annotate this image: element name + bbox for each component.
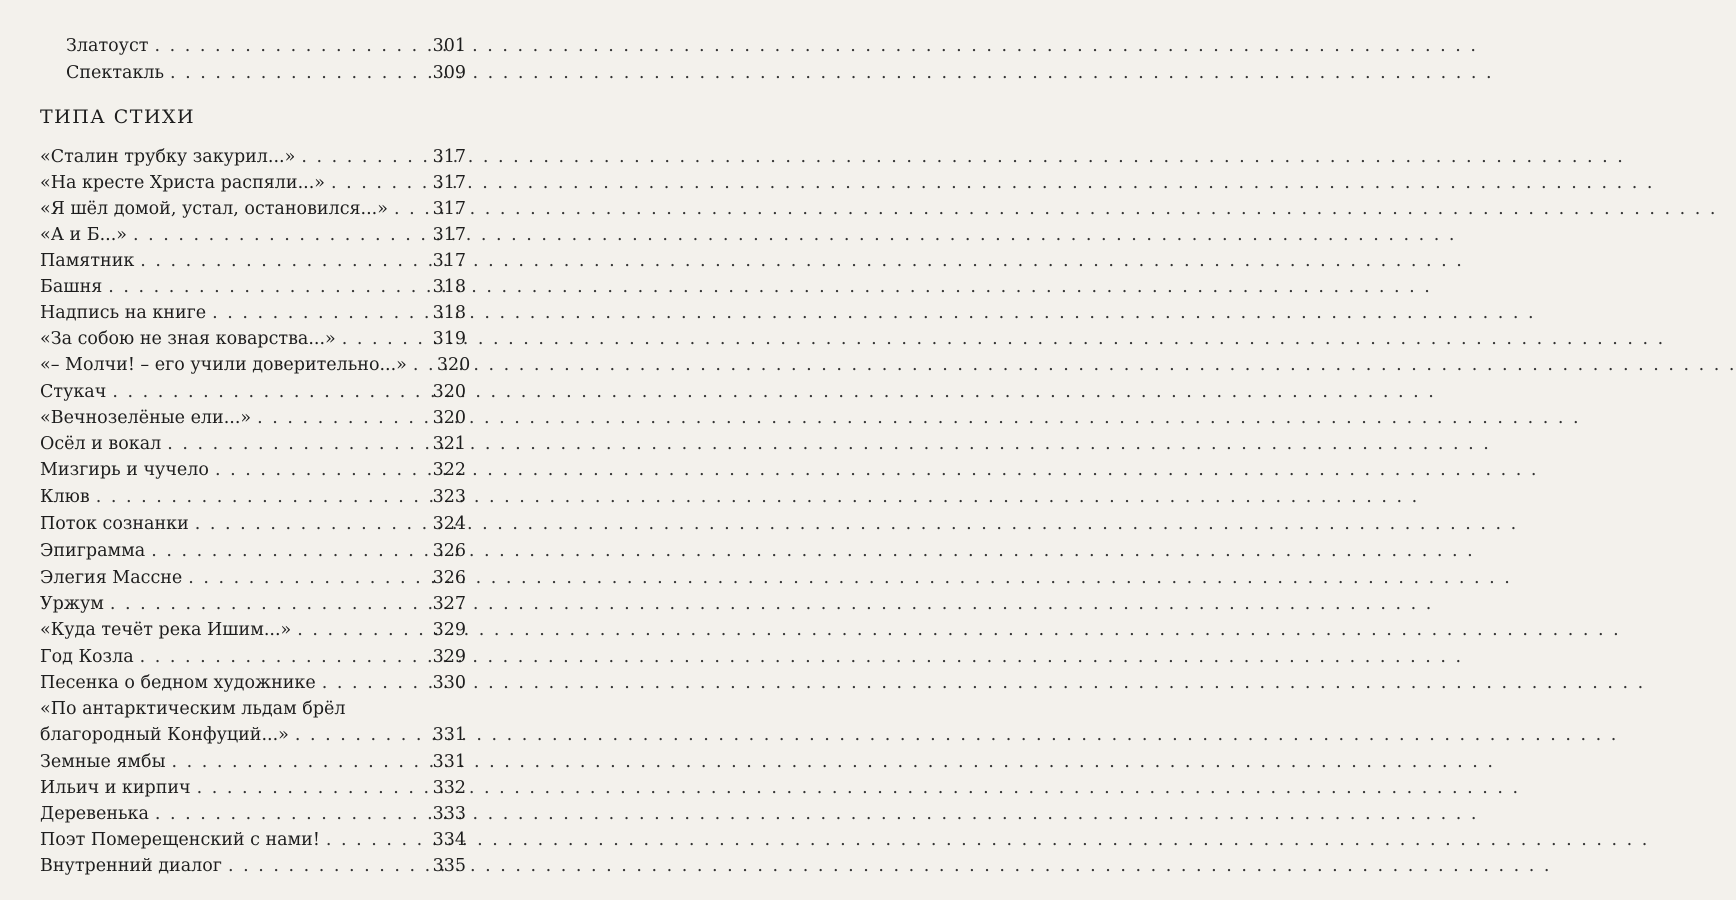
toc-entry [40, 802, 466, 826]
toc-entry-title: Памятник [40, 251, 135, 271]
dot-leader [195, 512, 427, 536]
toc-entry [40, 512, 466, 536]
toc-entry-page: 319 [432, 329, 466, 349]
toc-entry-title: «Я шёл домой, устал, остановился...» [40, 199, 388, 219]
toc-entry [40, 566, 466, 590]
toc-entry [40, 275, 466, 299]
toc-entry-page: 318 [432, 303, 466, 323]
toc-page [0, 0, 504, 900]
dot-leader [170, 61, 427, 85]
toc-entry-page: 321 [432, 434, 466, 454]
dot-leader [151, 539, 426, 563]
dot-leader [322, 671, 427, 695]
toc-entry-page: 309 [432, 63, 466, 83]
toc-entry-title: Надпись на книге [40, 303, 207, 323]
toc-entry-page: 318 [432, 277, 466, 297]
dot-leader [295, 723, 427, 747]
toc-entry [40, 723, 466, 747]
toc-entry-page: 323 [432, 487, 466, 507]
toc-entry [40, 171, 466, 195]
toc-entry-title: «А и Б...» [40, 225, 128, 245]
toc-entry [40, 750, 466, 774]
toc-entry [40, 406, 466, 430]
section-title: ТИПА СТИХИ [40, 106, 196, 128]
toc-entry [40, 618, 466, 642]
toc-entry-title: Песенка о бедном художнике [40, 673, 316, 693]
toc-entry [40, 828, 466, 852]
toc-entry-title: Ильич и кирпич [40, 778, 191, 798]
dot-leader [342, 327, 427, 351]
dot-leader [331, 171, 427, 195]
toc-entry-page: 301 [432, 36, 466, 56]
toc-entry-title: Внутренний диалог [40, 856, 222, 876]
dot-leader [212, 301, 426, 325]
toc-entry-page: 329 [432, 620, 466, 640]
toc-entry-page: 326 [432, 568, 466, 588]
dot-leader [215, 458, 427, 482]
toc-entry [40, 432, 466, 456]
toc-entry-title-line1: «По антарктическим льдам брёл [40, 699, 346, 719]
toc-entry-page: 334 [432, 830, 466, 850]
dot-leader [110, 592, 427, 616]
dot-leader [413, 353, 431, 377]
toc-entry-title: «– Молчи! – его учили доверительно...» [40, 355, 407, 375]
toc-entry-page: 335 [432, 856, 466, 876]
dot-leader [167, 432, 426, 456]
toc-entry-title: «На кресте Христа распяли...» [40, 173, 325, 193]
toc-entry-title: Год Козла [40, 647, 134, 667]
toc-entry [40, 592, 466, 616]
toc-entry-page: 322 [432, 460, 466, 480]
toc-entry-title: Осёл и вокал [40, 434, 162, 454]
toc-entry-page: 326 [432, 541, 466, 561]
dot-leader [257, 406, 426, 430]
toc-entry-title: Мизгирь и чучело [40, 460, 209, 480]
toc-entry-title: Златоуст [66, 36, 149, 56]
toc-entry [40, 776, 466, 800]
dot-leader [188, 566, 426, 590]
dot-leader [297, 618, 426, 642]
toc-entry-page: 317 [432, 173, 466, 193]
toc-entry-page: 332 [432, 778, 466, 798]
toc-entry [40, 353, 471, 377]
toc-entry-title-line2: благородный Конфуций...» [40, 725, 289, 745]
toc-entry [40, 458, 466, 482]
toc-entry-page: 317 [432, 251, 466, 271]
toc-entry-title: Поэт Померещенский с нами! [40, 830, 320, 850]
toc-entry [40, 380, 466, 404]
toc-entry [40, 645, 466, 669]
dot-leader [301, 145, 426, 169]
dot-leader [133, 223, 427, 247]
toc-entry [40, 854, 466, 878]
toc-entry-page: 331 [432, 752, 466, 772]
toc-entry-page: 317 [432, 225, 466, 245]
toc-entry [40, 249, 466, 273]
toc-entry-page: 324 [432, 514, 466, 534]
toc-entry-title: Земные ямбы [40, 752, 166, 772]
toc-entry [40, 223, 466, 247]
toc-entry [66, 61, 466, 85]
toc-entry-page: 317 [432, 147, 466, 167]
toc-entry-page: 331 [432, 725, 466, 745]
toc-entry-title: Поток сознанки [40, 514, 189, 534]
dot-leader [228, 854, 427, 878]
toc-entry-page: 320 [432, 382, 466, 402]
dot-leader [108, 275, 426, 299]
toc-entry-page: 329 [432, 647, 466, 667]
dot-leader [155, 802, 427, 826]
toc-entry [40, 539, 466, 563]
toc-entry [40, 327, 466, 351]
toc-entry-title: «За собою не зная коварства...» [40, 329, 336, 349]
toc-entry [40, 145, 466, 169]
toc-entry-page: 327 [432, 594, 466, 614]
toc-entry [40, 671, 466, 695]
dot-leader [154, 34, 426, 58]
toc-entry-page: 317 [432, 199, 466, 219]
toc-entry-page: 320 [432, 408, 466, 428]
toc-entry-page: 320 [436, 355, 471, 375]
toc-entry [40, 197, 466, 221]
toc-entry [40, 301, 466, 325]
dot-leader [326, 828, 427, 852]
toc-entry-title: Элегия Массне [40, 568, 183, 588]
toc-entry [66, 34, 466, 58]
dot-leader [112, 380, 426, 404]
toc-entry-page: 330 [432, 673, 466, 693]
toc-entry [40, 485, 466, 509]
toc-entry-title: Деревенька [40, 804, 149, 824]
toc-entry-page: 333 [432, 804, 466, 824]
toc-entry-title: Стукач [40, 382, 107, 402]
dot-leader [394, 197, 427, 221]
dot-leader [140, 249, 426, 273]
dot-leader [172, 750, 427, 774]
toc-entry-title: Уржум [40, 594, 104, 614]
toc-entry-title: Клюв [40, 487, 90, 507]
toc-entry-title: Эпиграмма [40, 541, 146, 561]
toc-entry-title: Башня [40, 277, 103, 297]
toc-entry-title: «Сталин трубку закурил...» [40, 147, 296, 167]
dot-leader [96, 485, 427, 509]
toc-entry-title: «Куда течёт река Ишим...» [40, 620, 292, 640]
dot-leader [140, 645, 427, 669]
toc-entry-title: Спектакль [66, 63, 165, 83]
toc-entry-title: «Вечнозелёные ели...» [40, 408, 252, 428]
dot-leader [197, 776, 427, 800]
